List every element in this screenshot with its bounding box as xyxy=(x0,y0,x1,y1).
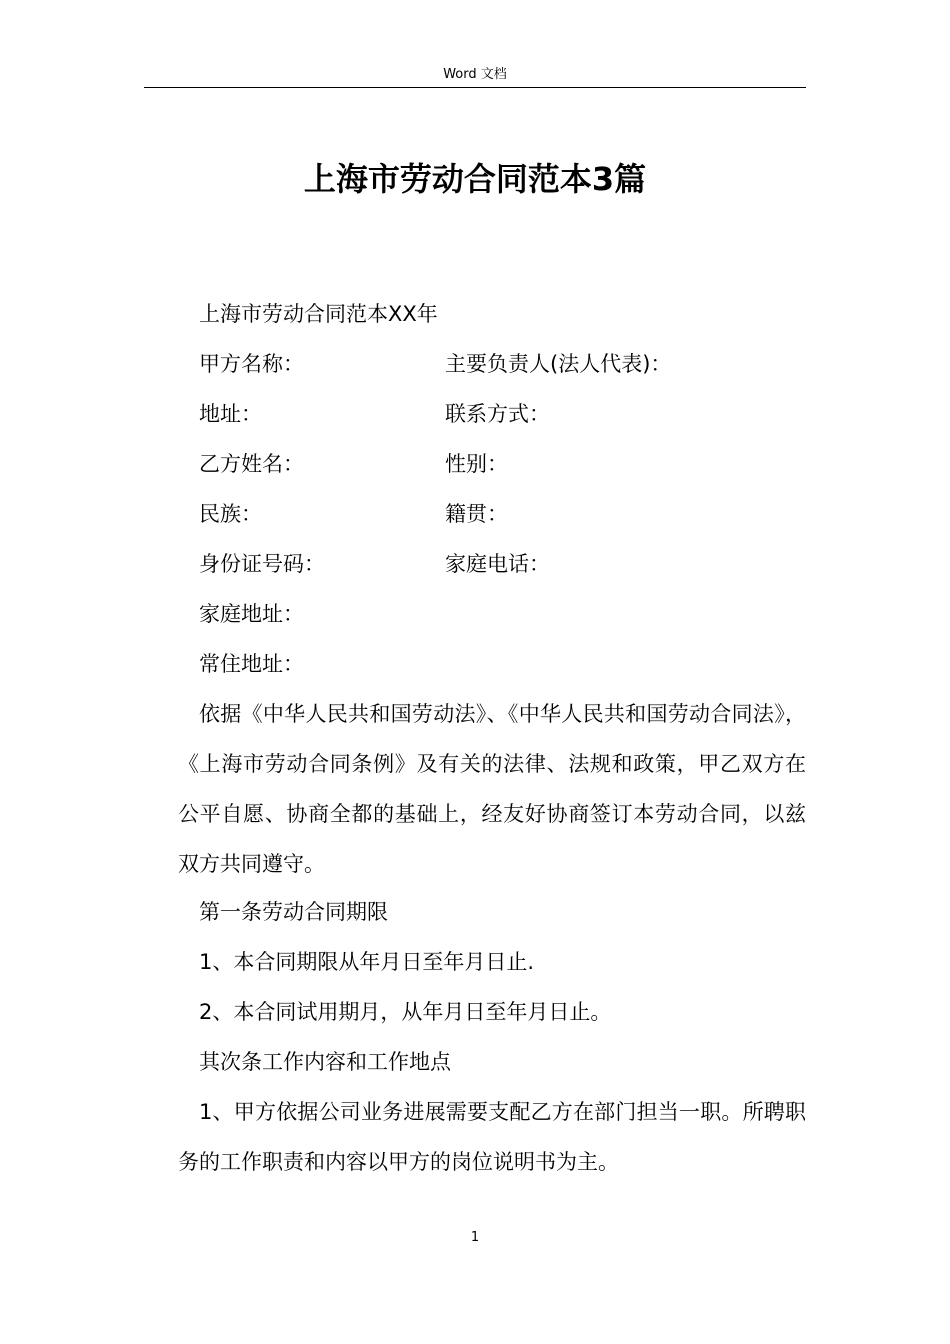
article2-heading: 其次条工作内容和工作地点 xyxy=(199,1050,451,1074)
article2-item1: 1、甲方依据公司业务进展需要支配乙方在部门担当一职。所聘职务的工作职责和内容以甲方的岗位说明书为主。 xyxy=(178,1100,806,1174)
field-label-party-b-name: 乙方姓名： xyxy=(199,452,304,476)
article1-item2: 2、本合同试用期月，从年月日至年月日止。 xyxy=(199,1000,612,1024)
header-rule xyxy=(144,87,806,88)
field-label-ethnicity: 民族： xyxy=(199,502,262,526)
field-label-home-phone: 家庭电话： xyxy=(445,552,550,576)
field-label-party-a-name: 甲方名称： xyxy=(199,352,304,376)
document-title: 上海市劳动合同范本3篇 xyxy=(303,160,647,198)
field-label-address: 地址： xyxy=(199,402,262,426)
article1-heading: 第一条劳动合同期限 xyxy=(199,900,388,924)
field-label-legal-representative: 主要负责人(法人代表)： xyxy=(445,352,672,376)
field-label-home-address: 家庭地址： xyxy=(199,602,304,626)
field-label-residence-address: 常住地址： xyxy=(199,652,304,676)
preamble-paragraph: 依据《中华人民共和国劳动法》、《中华人民共和国劳动合同法》，《上海市劳动合同条例》及有关的法律、法规和政策，甲乙双方在公平自愿、协商全都的基础上，经友好协商签订本劳动合同，以兹双方共同遵守。 xyxy=(178,702,806,876)
field-label-contact: 联系方式： xyxy=(445,402,550,426)
field-label-native-place: 籍贯： xyxy=(445,502,508,526)
article1-item1: 1、本合同期限从年月日至年月日止. xyxy=(199,950,535,974)
document-subtitle: 上海市劳动合同范本XX年 xyxy=(199,302,438,326)
field-label-id-number: 身份证号码： xyxy=(199,552,325,576)
header-label: Word 文档 xyxy=(443,67,507,82)
field-label-gender: 性别： xyxy=(445,452,508,476)
page-number: 1 xyxy=(470,1230,480,1245)
